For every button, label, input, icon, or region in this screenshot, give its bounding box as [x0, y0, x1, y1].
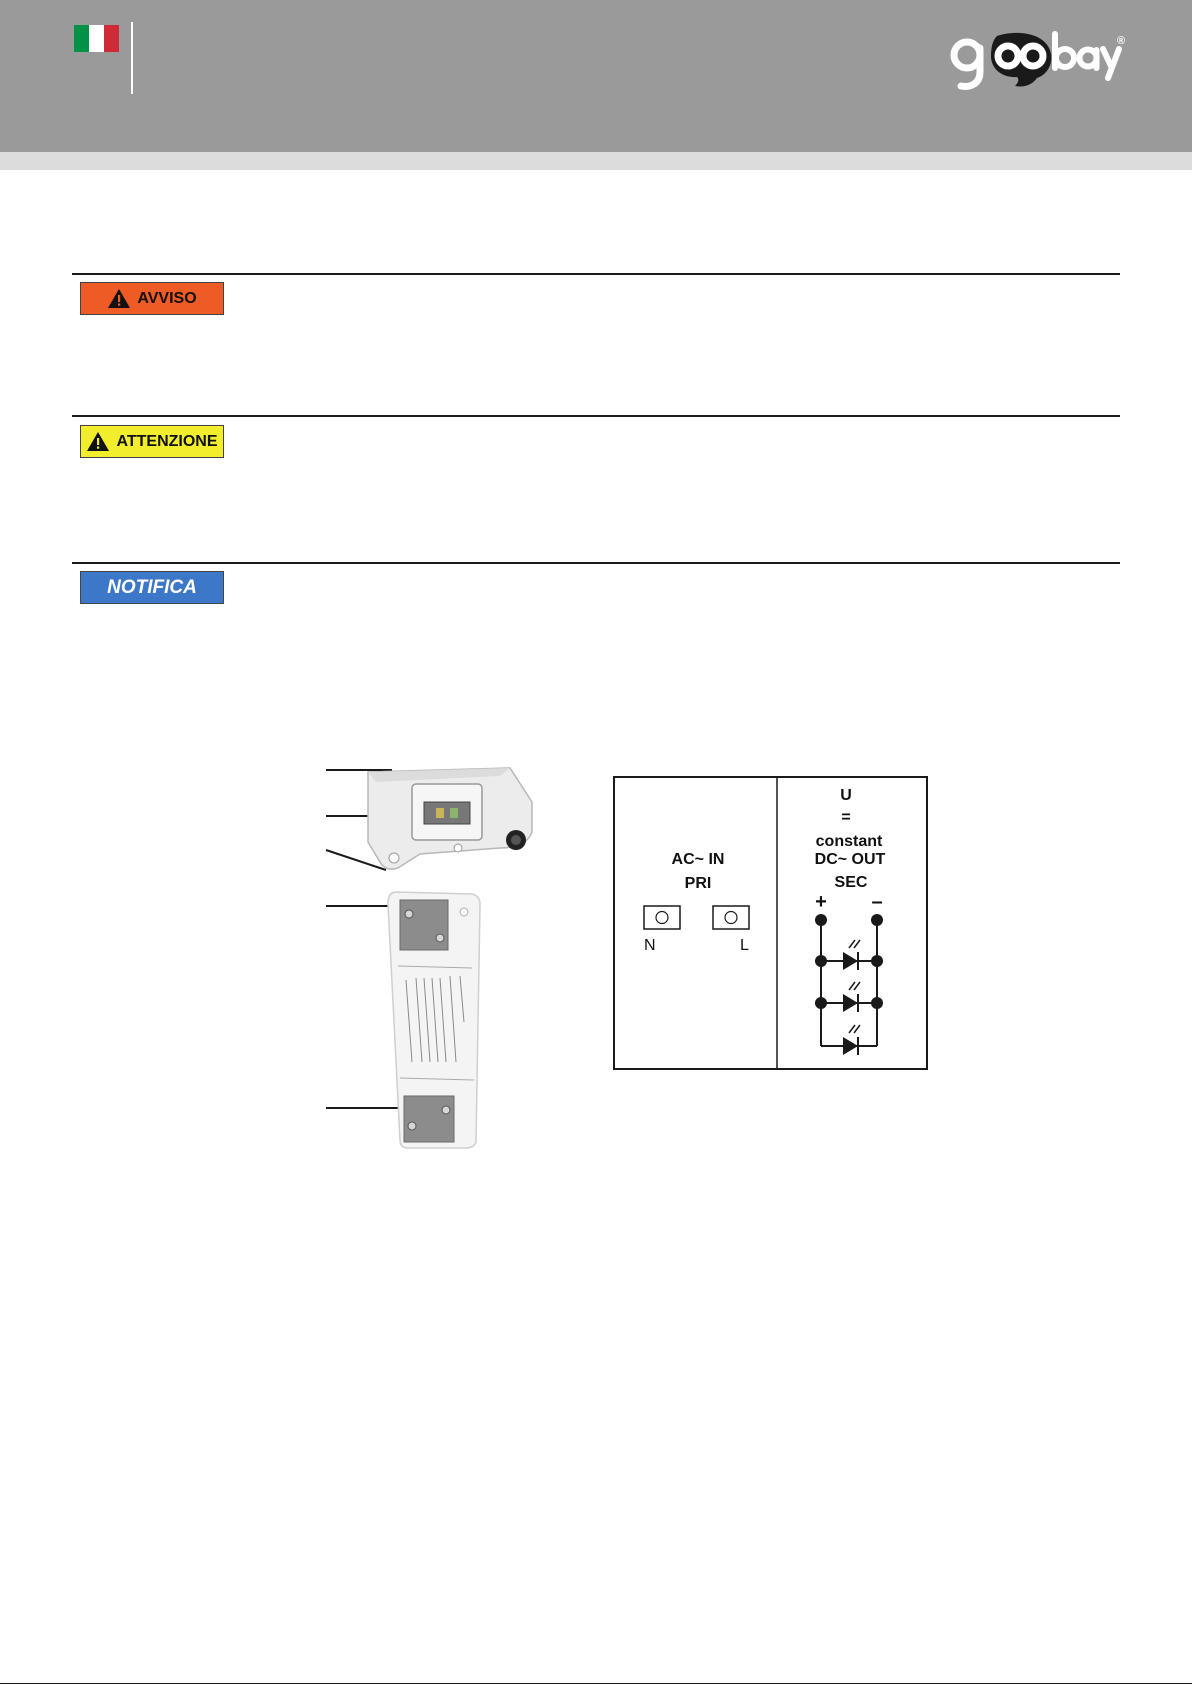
- equals-label: =: [841, 809, 851, 826]
- secondary-title: DC~ OUT: [814, 851, 886, 868]
- caution-label: ATTENZIONE: [116, 432, 218, 450]
- logo-registered-mark: ®: [1117, 35, 1125, 47]
- terminal-l-box: [713, 906, 749, 929]
- goobay-logo: [945, 28, 1125, 90]
- header-band: [0, 152, 1192, 170]
- primary-sub: PRI: [684, 875, 712, 892]
- secondary-sub: SEC: [834, 874, 868, 891]
- wiring-diagram: [613, 776, 929, 1071]
- terminal-n-label: N: [644, 937, 656, 954]
- warning-badge: [80, 282, 224, 315]
- u-label: U: [840, 787, 852, 804]
- warning-triangle-icon: [107, 288, 131, 309]
- footer-rule: [0, 1683, 1192, 1684]
- terminal-n-box: [644, 906, 680, 929]
- page-header: [0, 0, 1192, 152]
- flag-stripe-white: [89, 25, 104, 52]
- header-divider: [131, 22, 133, 94]
- notice-badge: [80, 571, 224, 604]
- caution-badge: [80, 425, 224, 458]
- section-divider: [72, 273, 1120, 275]
- led-power-supply-illustration: [360, 762, 540, 1152]
- flag-stripe-red: [104, 25, 119, 52]
- constant-label: constant: [815, 833, 883, 850]
- italian-flag-icon: [74, 25, 119, 52]
- minus-label: –: [871, 891, 883, 913]
- plus-label: +: [815, 891, 827, 913]
- warning-label: AVVISO: [137, 289, 197, 307]
- section-divider: [72, 562, 1120, 564]
- primary-title: AC~ IN: [671, 851, 725, 868]
- terminal-l-label: L: [740, 937, 749, 954]
- caution-triangle-icon: [86, 431, 110, 452]
- notice-label: NOTIFICA: [107, 576, 197, 598]
- section-divider: [72, 415, 1120, 417]
- flag-stripe-green: [74, 25, 89, 52]
